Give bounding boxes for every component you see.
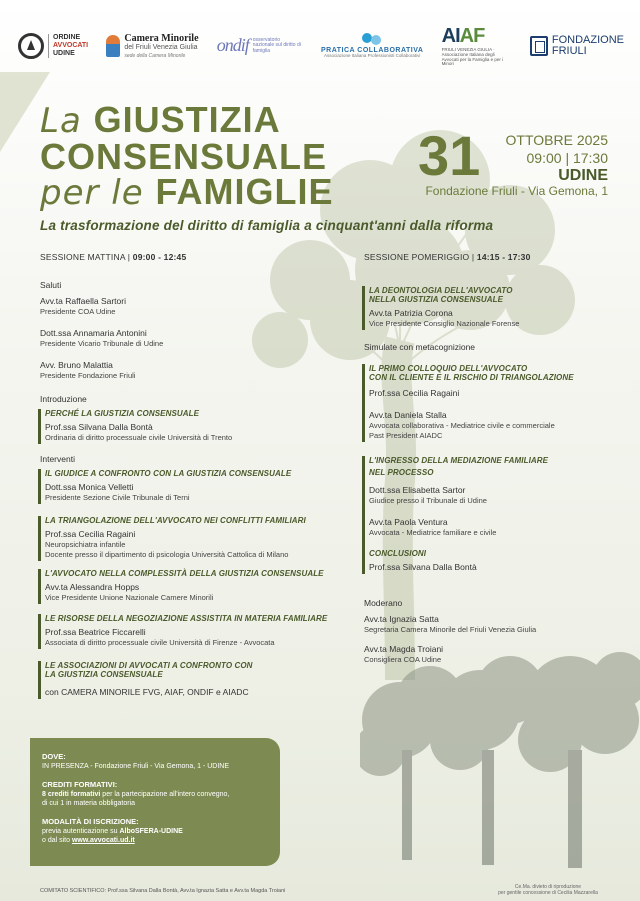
moderator: Avv.ta Ignazia Satta Segretaria Camera Minorile del Friuli Venezia Giulia: [364, 614, 537, 634]
moderator: Avv.ta Magda Troiani Consigliera COA Udine: [364, 644, 444, 664]
scientific-committee: COMITATO SCIENTIFICO: Prof.ssa Silvana Dalla Bontà, Avv.ta Ignazia Satta e Avv.ta Magda Troiani: [40, 888, 286, 894]
logo-bar: [18, 22, 624, 70]
afternoon-session-header: SESSIONE POMERIGGIO | 14:15 - 17:30: [364, 252, 531, 262]
event-title: La GIUSTIZIA CONSENSUALE per le FAMIGLIE: [40, 99, 334, 213]
event-venue: Fondazione Friuli - Via Gemona, 1: [425, 184, 608, 198]
speaker: Avv.ta Raffaella Sartori Presidente COA Udine: [40, 296, 126, 316]
event-city: UDINE: [558, 167, 608, 184]
pratica-collaborativa-logo-icon: [360, 33, 384, 45]
talk: LE RISORSE DELLA NEGOZIAZIONE ASSISTITA IN MATERIA FAMILIARE Prof.ssa Beatrice Ficcarelli Associata di diritto processuale civile Università di Firenze - Avvocata: [38, 614, 340, 649]
speaker: Dott.ssa Annamaria Antonini Presidente Vicario Tribunale di Udine: [40, 328, 164, 348]
talk-associazioni: LE ASSOCIAZIONI DI AVVOCATI A CONFRONTO CON LA GIUSTIZIA CONSENSUALE con CAMERA MINORILE FVG, AIAF, ONDIF e AIADC: [38, 661, 340, 699]
website-link[interactable]: www.avvocati.ud.it: [71, 837, 135, 845]
logo-pratica-collaborativa: PRATICA COLLABORATIVA Associazione Italiana Professionisti Collaborativi: [321, 33, 423, 60]
aiaf-logo-icon: AIAF: [441, 24, 485, 47]
talk: LA TRIANGOLAZIONE DELL'AVVOCATO NEI CONFLITTI FAMILIARI Prof.ssa Cecilia Ragaini Neuropsichiatra infantile Docente presso il dipartimento di psicologia Università Cattolica di Milano: [38, 516, 340, 561]
talk-intro: PERCHÉ LA GIUSTIZIA CONSENSUALE Prof.ssa Silvana Dalla Bontà Ordinaria di diritto processuale civile Università di Trento: [38, 409, 340, 444]
event-day: 31: [418, 124, 481, 187]
event-time: 09:00 | 17:30: [526, 150, 608, 166]
event-subtitle: La trasformazione del diritto di famiglia a cinquant'anni dalla riforma: [40, 218, 494, 233]
morning-session: SESSIONE MATTINA | 09:00 - 12:45 Saluti Avv.ta Raffaella Sartori Presidente COA Udine Dott.ssa Annamaria Antonini Presidente Vicario Tribunale di Udine Avv. Bruno Malattia Presidente Fondazione Friuli Introduzione PERCHÉ LA GIUSTIZIA CONSENSUALE Prof.ssa Silvana Dalla Bontà Ordinaria di diritto processuale civile Università di Trento Interventi IL GIUDICE A CONFRONTO CON LA GIUSTIZIA CONSENSUALE Dott.ssa Monica Velletti Presidente Sezione Civile Tribunale di Terni LA TRIANGOLAZIONE DELL'AVVOCATO NEI CONFLITTI FAMILIARI Prof.ssa Cecilia Ragaini Neuropsichiatra infantile Docente presso il dipartimento di psicologia Università Cattolica di Milano L'AVVOCATO NELLA COMPLESSITÀ DELLA GIUSTIZIA CONSENSUALE Avv.ta Alessandra Hopps Vice Presidente Unione Nazionale Camere Minorili LE RISORSE DELLA NEGOZIAZIONE ASSISTITA IN MATERIA FAMILIARE Prof.ssa Beatrice Ficcarelli Associata di diritto processuale civile Università di Firenze - Avvocata LE ASSOCIAZIONI DI AVVOCATI A CONFRONTO CON LA GIUSTIZIA CONSENSUALE con CAMERA MINORILE FVG, AIAF, ONDIF e AIADC: [40, 252, 340, 705]
info-crediti: CREDITI FORMATIVI: 8 crediti formativi per la partecipazione all'intero convegno, di cui 1 in materia obbligatoria: [42, 779, 230, 808]
ondif-logo-icon: ondif: [216, 35, 249, 56]
speaker: Avv. Bruno Malattia Presidente Fondazione Friuli: [40, 360, 136, 380]
info-dove: DOVE: IN PRESENZA - Fondazione Friuli - Via Gemona, 1 - UDINE: [42, 752, 229, 771]
talk-primo-colloquio: IL PRIMO COLLOQUIO DELL'AVVOCATO CON IL CLIENTE E IL RISCHIO DI TRIANGOLAZIONE Prof.ssa Cecilia Ragaini Avv.ta Daniela Stalla Avvocata collaborativa - Mediatrice civile e commerciale Past President AIADC: [362, 364, 624, 442]
saluti-block: Saluti Avv.ta Raffaella Sartori Presidente COA Udine Dott.ssa Annamaria Antonini Presidente Vicario Tribunale di Udine Avv. Bruno Malattia Presidente Fondazione Friuli: [40, 280, 340, 380]
ordine-avvocati-logo-icon: [18, 33, 44, 59]
talk: L'AVVOCATO NELLA COMPLESSITÀ DELLA GIUSTIZIA CONSENSUALE Avv.ta Alessandra Hopps Vice Presidente Unione Nazionale Camere Minorili: [38, 569, 340, 604]
logo-ordine-avvocati: ORDINE AVVOCATI UDINE: [18, 33, 88, 59]
fondazione-friuli-logo-icon: [530, 36, 548, 56]
logo-fondazione-friuli: FONDAZIONE FRIULI: [530, 35, 624, 57]
talk: IL GIUDICE A CONFRONTO CON LA GIUSTIZIA CONSENSUALE Dott.ssa Monica Velletti Presidente Sezione Civile Tribunale di Terni: [38, 469, 340, 504]
info-box: [30, 738, 280, 866]
morning-session-header: SESSIONE MATTINA | 09:00 - 12:45: [40, 252, 187, 262]
talk-mediazione: L'INGRESSO DELLA MEDIAZIONE FAMILIARE NEL PROCESSO Dott.ssa Elisabetta Sartor Giudice presso il Tribunale di Udine Avv.ta Paola Ventura Avvocata - Mediatrice familiare e civile CONCLUSIONI Prof.ssa Silvana Dalla Bontà: [362, 456, 624, 574]
event-month: OTTOBRE 2025: [505, 132, 608, 148]
logo-ondif: ondif osservatorio nazionale sul diritto di famiglia: [216, 35, 301, 56]
image-credit: Ce.Ma. divieto di riproduzione per gentile concessione di Cecilia Mazzarella: [498, 884, 598, 896]
logo-aiaf: AIAF FRIULI VENEZIA GIULIA · Associazione Italiana degli Avvocati per la Famiglia e per i Minori: [441, 24, 504, 67]
camera-minorile-logo-icon: [106, 35, 120, 57]
afternoon-session: SESSIONE POMERIGGIO | 14:15 - 17:30 LA DEONTOLOGIA DELL'AVVOCATO NELLA GIUSTIZIA CONSENSUALE Avv.ta Patrizia Corona Vice Presidente Consiglio Nazionale Forense Simulate con metacognizione IL PRIMO COLLOQUIO DELL'AVVOCATO CON IL CLIENTE E IL RISCHIO DI TRIANGOLAZIONE Prof.ssa Cecilia Ragaini Avv.ta Daniela Stalla Avvocata collaborativa - Mediatrice civile e commerciale Past President AIADC L'INGRESSO DELLA MEDIAZIONE FAMILIARE NEL PROCESSO Dott.ssa Elisabetta Sartor Giudice presso il Tribunale di Udine Avv.ta Paola Ventura Avvocata - Mediatrice familiare e civile CONCLUSIONI Prof.ssa Silvana Dalla Bontà Moderano Avv.ta Ignazia Satta Segretaria Camera Minorile del Friuli Venezia Giulia Avv.ta Magda Troiani Consigliera COA Udine: [364, 252, 624, 673]
trees-illustration-icon: [360, 640, 640, 870]
talk-deontologia: LA DEONTOLOGIA DELL'AVVOCATO NELLA GIUSTIZIA CONSENSUALE Avv.ta Patrizia Corona Vice Presidente Consiglio Nazionale Forense: [362, 286, 624, 330]
logo-camera-minorile: Camera Minorile del Friuli Venezia Giulia sede della Camera Minorile: [106, 33, 198, 59]
info-iscrizione: MODALITÀ DI ISCRIZIONE: previa autenticazione su AlboSFERA-UDINE o dal sito www.avvocati.ud.it: [42, 816, 183, 845]
